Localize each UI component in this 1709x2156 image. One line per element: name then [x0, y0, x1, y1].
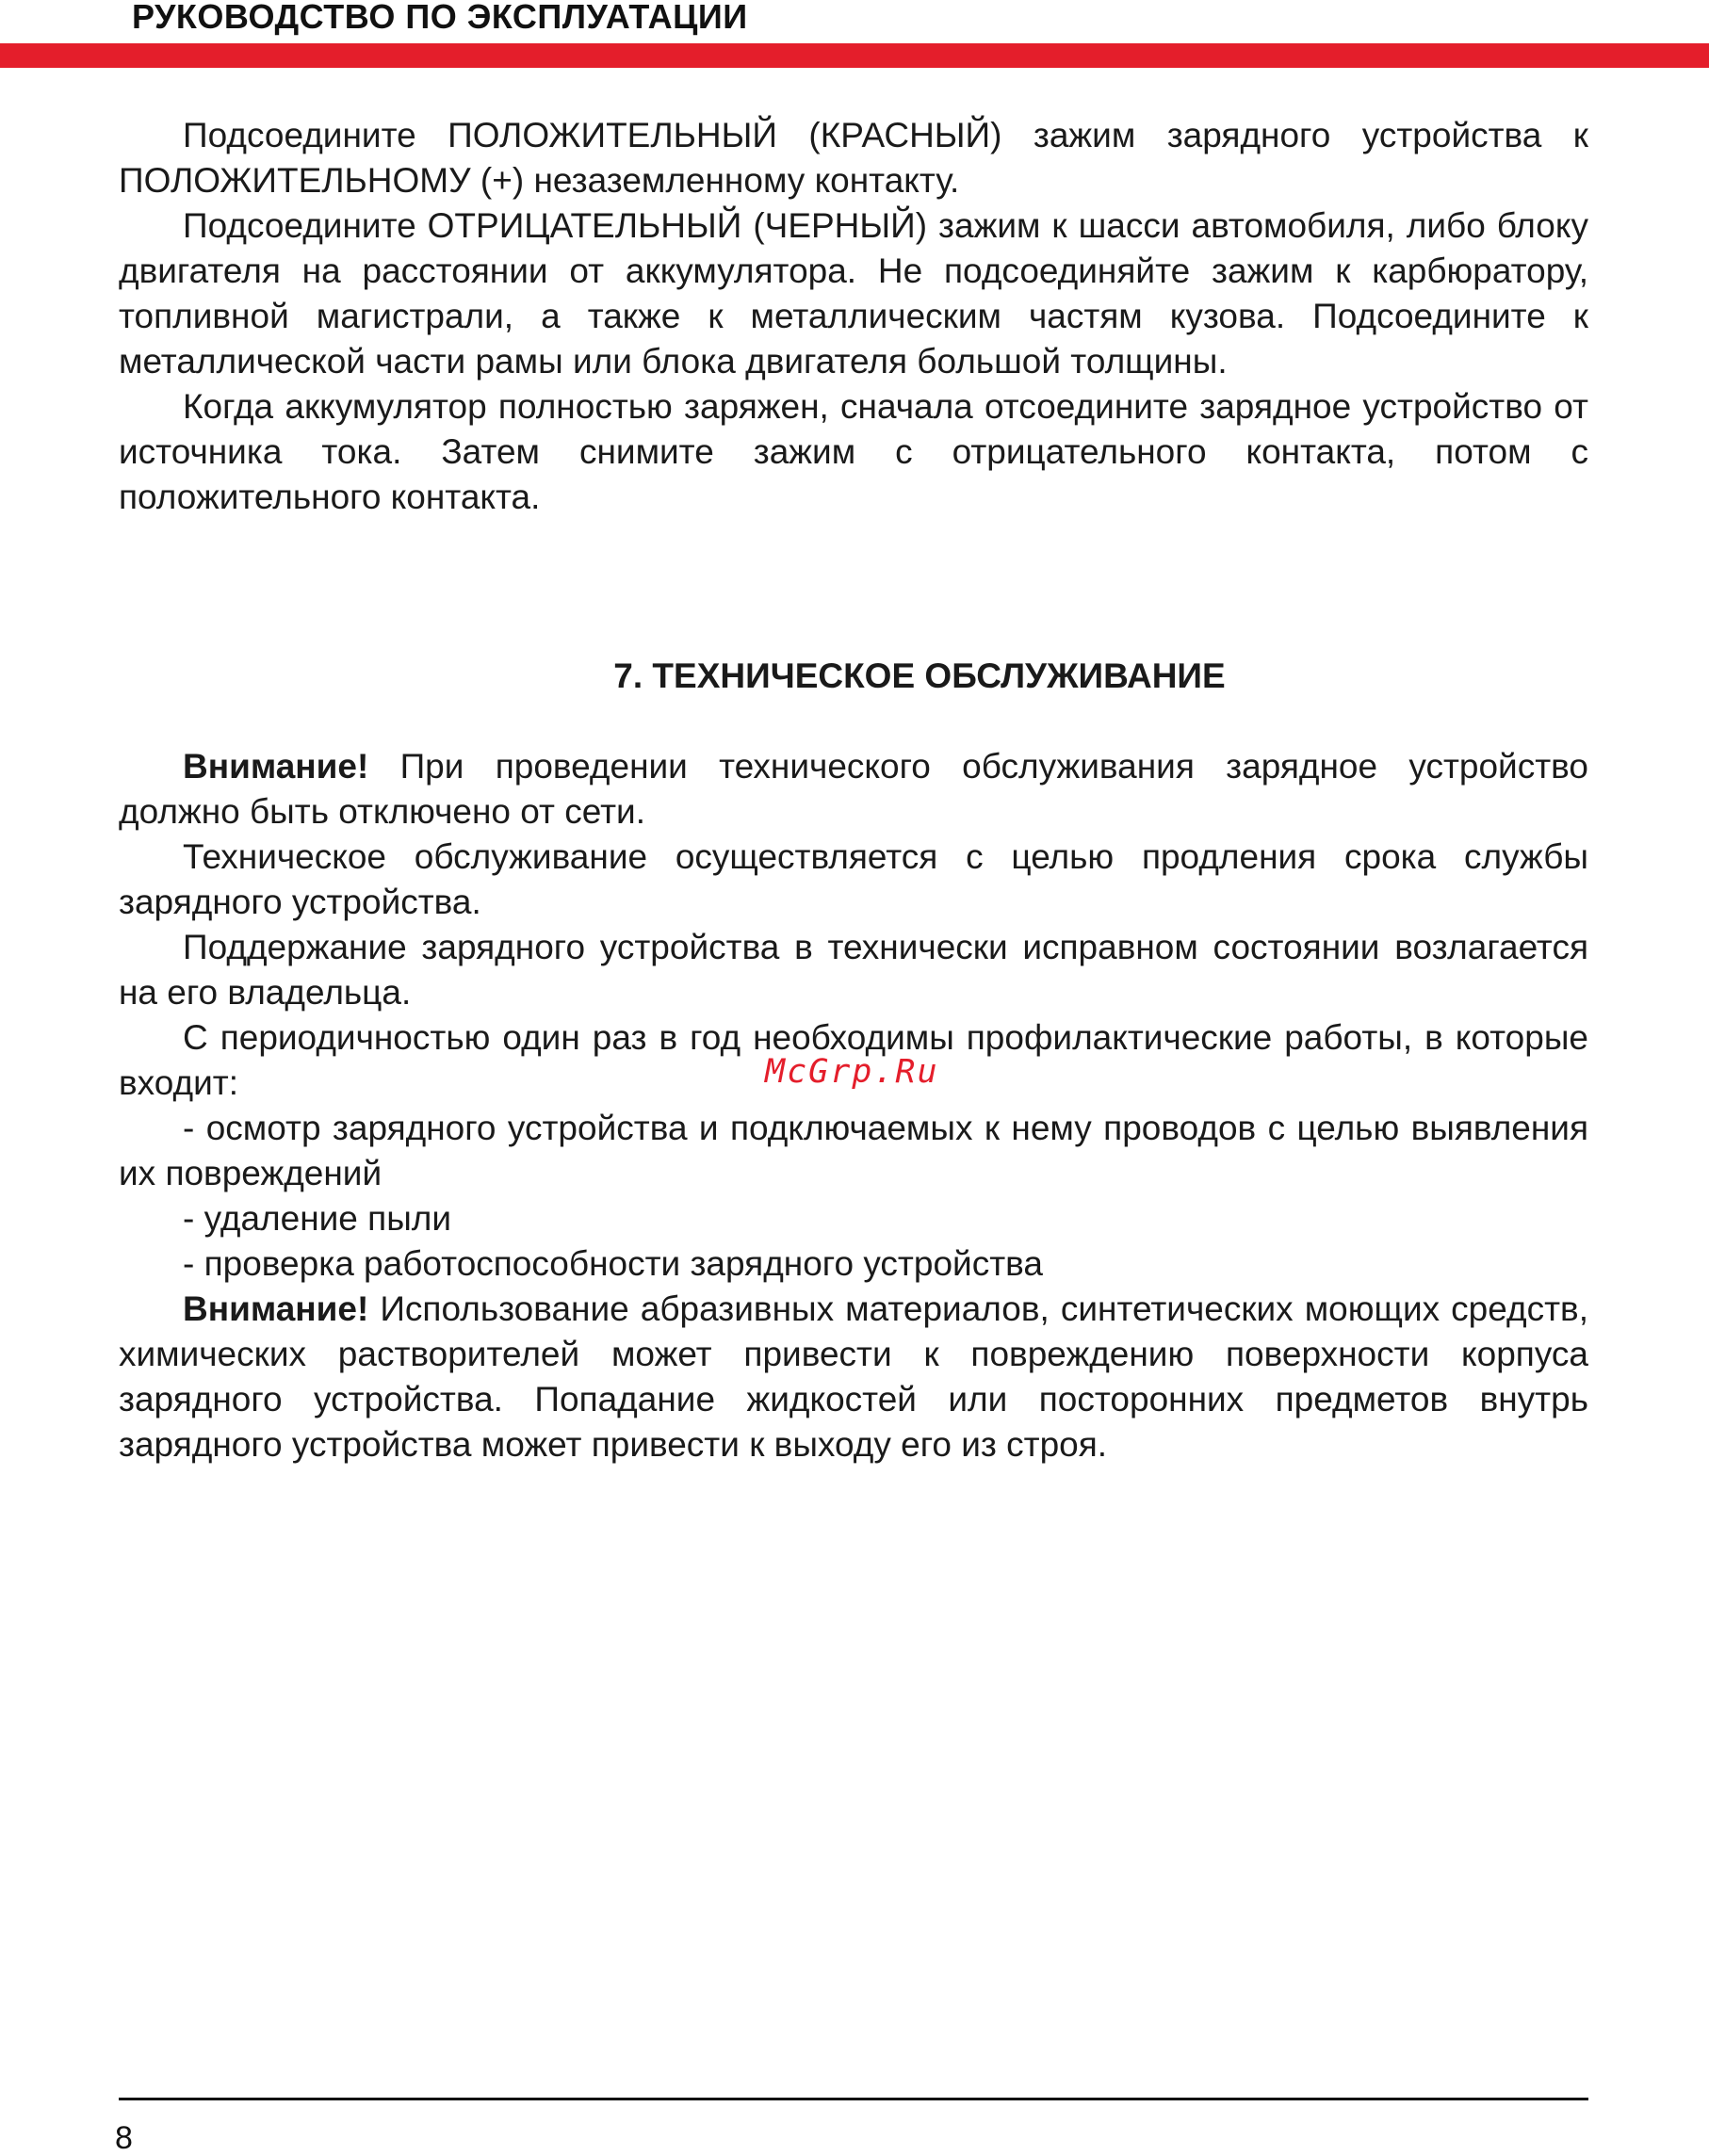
paragraph: Подсоедините ОТРИЦАТЕЛЬНЫЙ (ЧЕРНЫЙ) зажим к шасси автомобиля, либо блоку двигателя на расстоянии от аккумулятора. Не подсоединяйте зажим к карбюратору, топливной магистрали, а также к металлическим частям кузова. Подсоедините к металлической части рамы или блока двигателя большой толщины. [119, 206, 1588, 381]
warning-paragraph [119, 1287, 1588, 1467]
page-header-title: РУКОВОДСТВО ПО ЭКСПЛУАТАЦИИ [132, 0, 748, 36]
warning-text: Использование абразивных материалов, синтетических моющих средств, химических растворителей может привести к повреждению поверхности корпуса зарядного устройства. Попадание жидкостей или посторонних предметов внутрь зарядного устройства может привести к выходу его из строя. [119, 1289, 1588, 1464]
section-maintenance [119, 744, 1588, 1467]
watermark: McGrp.Ru [765, 1053, 939, 1091]
paragraph: Когда аккумулятор полностью заряжен, сначала отсоедините зарядное устройство от источника тока. Затем снимите зажим с отрицательного контакта, потом с положительного контакта. [119, 387, 1588, 516]
page-number: 8 [115, 2120, 133, 2156]
warning-paragraph [119, 744, 1588, 835]
list-item: - удаление пыли [183, 1199, 452, 1238]
paragraph: Подсоедините ПОЛОЖИТЕЛЬНЫЙ (КРАСНЫЙ) зажим зарядного устройства к ПОЛОЖИТЕЛЬНОМУ (+) незаземленному контакту. [119, 116, 1588, 200]
paragraph: Техническое обслуживание осуществляется с целью продления срока службы зарядного устройства. [119, 837, 1588, 921]
footer-divider [119, 2098, 1588, 2100]
list-item: - проверка работоспособности зарядного устройства [183, 1244, 1043, 1283]
warning-label: Внимание! [183, 1289, 369, 1328]
section-title: 7. ТЕХНИЧЕСКОЕ ОБСЛУЖИВАНИЕ [613, 657, 1226, 695]
section-connection-instructions [119, 113, 1588, 520]
paragraph: Поддержание зарядного устройства в технически исправном состоянии возлагается на его владельца. [119, 928, 1588, 1012]
list-item: - осмотр зарядного устройства и подключаемых к нему проводов с целью выявления их повреждений [119, 1109, 1588, 1192]
warning-label: Внимание! [183, 747, 369, 786]
paragraph: С периодичностью один раз в год необходимы профилактические работы, в которые входит: [119, 1018, 1588, 1102]
header-red-band [0, 43, 1709, 68]
warning-text: При проведении технического обслуживания зарядное устройство должно быть отключено от сети. [119, 747, 1588, 831]
